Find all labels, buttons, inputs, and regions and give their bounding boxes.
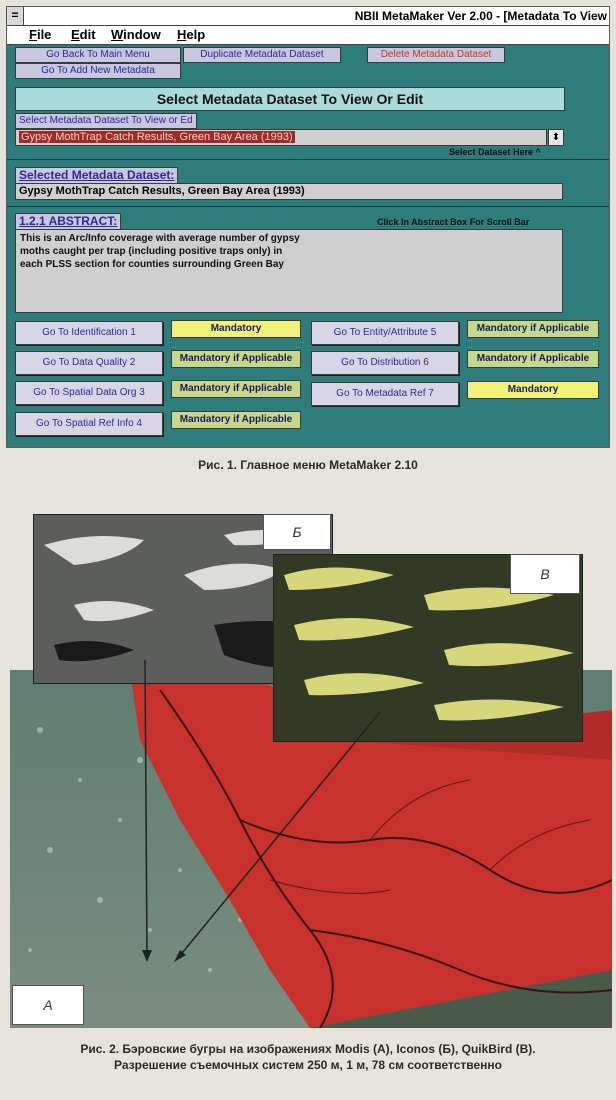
abstract-label: 1.2.1 ABSTRACT: — [15, 213, 121, 230]
selected-dataset-label: Selected Metadata Dataset: — [15, 167, 178, 184]
page-heading: Select Metadata Dataset To View Or Edit — [15, 87, 565, 111]
abstract-line: each PLSS section for counties surrounding Green Bay — [20, 259, 284, 270]
go-back-main-menu-button[interactable]: Go Back To Main Menu — [15, 47, 181, 63]
menu-file-label: ile — [36, 27, 52, 42]
go-to-data-quality-button[interactable]: Go To Data Quality 2 — [15, 351, 163, 375]
mandatory-if-applicable-badge: Mandatory if Applicable — [467, 350, 599, 368]
abstract-hint: Click In Abstract Box For Scroll Bar — [377, 217, 530, 227]
go-to-spatial-ref-info-button[interactable]: Go To Spatial Ref Info 4 — [15, 412, 163, 436]
select-dataset-hint: Select Dataset Here ^ — [449, 147, 541, 157]
mandatory-if-applicable-badge: Mandatory if Applicable — [171, 350, 301, 368]
window-title: NBII MetaMaker Ver 2.00 - [Metadata To View — [354, 9, 607, 23]
menu-edit-label: dit — [79, 27, 96, 42]
mandatory-badge: Mandatory — [171, 320, 301, 338]
go-to-identification-button[interactable]: Go To Identification 1 — [15, 321, 163, 345]
abstract-line: moths caught per trap (including positive traps only) in — [20, 246, 283, 257]
delete-dataset-button[interactable]: Delete Metadata Dataset — [367, 47, 505, 63]
figure-2-caption-line-2: Разрешение съемочных систем 250 м, 1 м, 78 см соответственно — [114, 1058, 502, 1072]
menu-help-label: elp — [186, 27, 206, 42]
figure-2-caption-line-1: Рис. 2. Бэровские бугры на изображениях Modis (А), Iconos (Б), QuikBird (В). — [80, 1042, 536, 1056]
system-menu-icon[interactable]: = — [7, 7, 24, 25]
label-v: В — [510, 554, 580, 594]
selected-dataset-field: Gypsy MothTrap Catch Results, Green Bay Area (1993) — [15, 183, 563, 200]
duplicate-dataset-button[interactable]: Duplicate Metadata Dataset — [183, 47, 341, 63]
abstract-line: This is an Arc/Info coverage with average number of gypsy — [20, 233, 300, 244]
dropdown-arrow-icon[interactable]: ⬍ — [548, 129, 564, 146]
select-dataset-label: Select Metadata Dataset To View or Ed — [15, 113, 197, 129]
mandatory-badge: Mandatory — [467, 381, 599, 399]
figure-1-caption: Рис. 1. Главное меню MetaMaker 2.10 — [198, 458, 418, 472]
label-b: Б — [263, 514, 331, 550]
go-to-metadata-ref-button[interactable]: Go To Metadata Ref 7 — [311, 382, 459, 406]
label-a: А — [12, 985, 84, 1025]
add-new-metadata-button[interactable]: Go To Add New Metadata — [15, 63, 181, 79]
menu-edit-mnemonic: E — [71, 27, 80, 42]
mandatory-if-applicable-badge: Mandatory if Applicable — [467, 320, 599, 338]
mandatory-if-applicable-badge: Mandatory if Applicable — [171, 411, 301, 429]
go-to-distribution-button[interactable]: Go To Distribution 6 — [311, 351, 459, 375]
mandatory-if-applicable-badge: Mandatory if Applicable — [171, 380, 301, 398]
dataset-select-value: Gypsy MothTrap Catch Results, Green Bay Area (1993) — [21, 131, 293, 143]
menu-window-label: indow — [123, 27, 161, 42]
menu-help-mnemonic: H — [177, 27, 187, 42]
menu-file-mnemonic: F — [29, 27, 37, 42]
go-to-entity-attribute-button[interactable]: Go To Entity/Attribute 5 — [311, 321, 459, 345]
go-to-spatial-data-org-button[interactable]: Go To Spatial Data Org 3 — [15, 381, 163, 405]
menu-window-mnemonic: W — [111, 27, 124, 42]
